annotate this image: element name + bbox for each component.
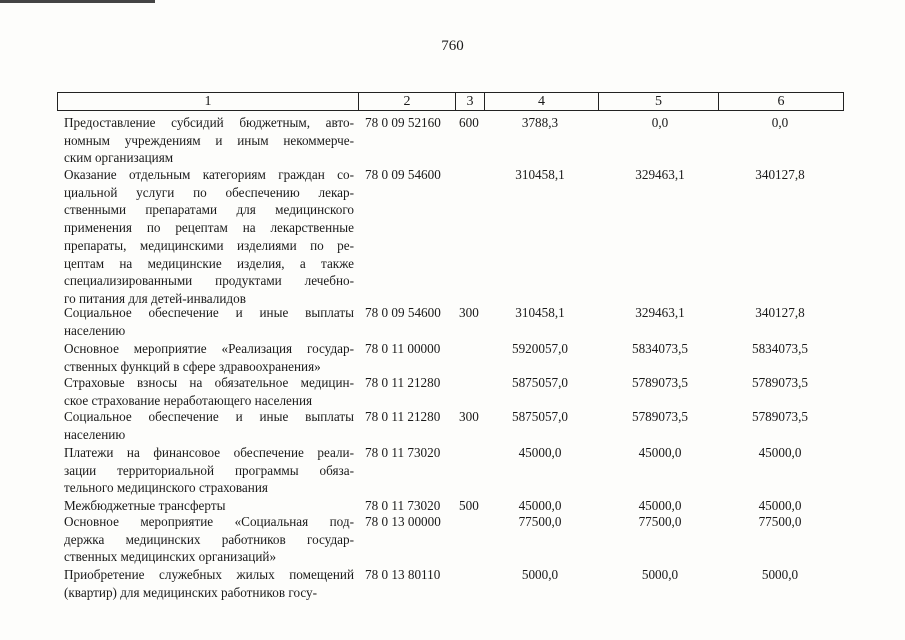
row-code: 78 0 09 52160 xyxy=(365,115,441,130)
row-value-2027: 5834073,5 xyxy=(751,341,809,356)
row-name-line: специализированными продуктами лечебно- xyxy=(64,273,354,289)
row-code: 78 0 09 54600 xyxy=(365,305,441,320)
header-col-5: 5 xyxy=(655,94,662,109)
row-value-2025: 310458,1 xyxy=(515,167,565,182)
row-value-2027: 340127,8 xyxy=(755,305,805,320)
row-name-line: Приобретение служебных жилых помещений xyxy=(64,567,354,582)
row-value-2027: 45000,0 xyxy=(758,445,802,460)
row-name-line: Социальное обеспечение и иные выплаты xyxy=(64,409,354,424)
row-value-2027: 77500,0 xyxy=(758,514,802,529)
row-value-2026: 77500,0 xyxy=(638,514,682,529)
row-name-line: Платежи на финансовое обеспечение реали- xyxy=(64,445,354,460)
row-name-line: Основное мероприятие «Социальная под- xyxy=(64,514,354,529)
row-value-2025: 45000,0 xyxy=(518,445,562,460)
row-code: 78 0 11 21280 xyxy=(365,409,441,424)
row-name xyxy=(64,408,354,443)
row-name-line: ственных функций в сфере здравоохранения» xyxy=(64,358,321,374)
row-value-2025: 3788,3 xyxy=(521,115,559,130)
row-name-line: ственными препаратами для медицинского xyxy=(64,202,354,218)
row-name-line: тельного медицинского страхования xyxy=(64,480,268,496)
row-vr: 600 xyxy=(459,115,479,130)
header-col-4: 4 xyxy=(538,94,545,109)
row-name xyxy=(64,513,354,566)
row-value-2026: 45000,0 xyxy=(638,498,682,513)
header-col-2: 2 xyxy=(403,94,411,109)
row-code: 78 0 11 00000 xyxy=(365,341,441,356)
row-name xyxy=(64,114,354,167)
row-value-2025: 310458,1 xyxy=(515,305,565,320)
row-value-2027: 0,0 xyxy=(771,115,789,130)
row-code: 78 0 11 73020 xyxy=(365,498,441,513)
row-name-line: зации территориальной программы обяза- xyxy=(64,462,354,478)
row-vr: 300 xyxy=(459,409,479,424)
row-name xyxy=(64,166,354,308)
row-name-line: (квартир) для медицинских работников госу- xyxy=(64,584,318,600)
row-name xyxy=(64,566,354,601)
header-col-3: 3 xyxy=(466,94,474,109)
row-value-2025: 5920057,0 xyxy=(511,341,569,356)
row-value-2027: 5789073,5 xyxy=(751,409,809,424)
row-value-2026: 5000,0 xyxy=(641,567,679,582)
row-name-line: ственных медицинских организаций» xyxy=(64,549,277,565)
row-name-line: ское страхование неработающего населения xyxy=(64,392,313,408)
page-number: 760 xyxy=(441,38,464,54)
row-value-2026: 45000,0 xyxy=(638,445,682,460)
row-name-line: применения по рецептам на лекарственные xyxy=(64,220,354,236)
header-col-1: 1 xyxy=(204,94,212,109)
row-vr: 300 xyxy=(459,305,479,320)
row-value-2026: 5789073,5 xyxy=(631,375,689,390)
row-name-line: препараты, медицинскими изделиями по ре- xyxy=(64,237,354,253)
row-code: 78 0 13 80110 xyxy=(365,567,441,582)
row-name-line: населению xyxy=(64,322,126,338)
row-name-line: Межбюджетные трансферты xyxy=(64,498,226,513)
row-value-2025: 77500,0 xyxy=(518,514,562,529)
row-value-2026: 5834073,5 xyxy=(631,341,689,356)
row-name-line: Оказание отдельным категориям граждан со- xyxy=(64,167,354,182)
row-name-line: населению xyxy=(64,426,126,442)
row-value-2027: 45000,0 xyxy=(758,498,802,513)
row-value-2026: 0,0 xyxy=(651,115,669,130)
row-name-line: ским организациям xyxy=(64,150,174,166)
row-code: 78 0 11 73020 xyxy=(365,445,441,460)
row-name xyxy=(64,374,354,409)
header-col-6: 6 xyxy=(777,94,785,109)
row-name-line: Страховые взносы на обязательное медицин- xyxy=(64,375,354,390)
row-value-2025: 5000,0 xyxy=(521,567,559,582)
row-value-2025: 45000,0 xyxy=(518,498,562,513)
row-name-line: номным учреждениям и иным некоммерче- xyxy=(64,132,354,148)
row-name xyxy=(64,304,354,339)
row-code: 78 0 13 00000 xyxy=(365,514,441,529)
row-value-2027: 5789073,5 xyxy=(751,375,809,390)
row-name-line: держка медицинских работников государ- xyxy=(64,531,354,547)
row-value-2027: 5000,0 xyxy=(761,567,799,582)
row-name-line: Предоставление субсидий бюджетным, авто- xyxy=(64,115,354,130)
row-vr: 500 xyxy=(459,498,479,513)
row-value-2026: 5789073,5 xyxy=(631,409,689,424)
row-value-2027: 340127,8 xyxy=(755,167,805,182)
row-value-2026: 329463,1 xyxy=(635,167,685,182)
row-value-2025: 5875057,0 xyxy=(511,375,569,390)
row-name-line: Социальное обеспечение и иные выплаты xyxy=(64,305,354,320)
row-name-line: циальной услуги по обеспечению лекар- xyxy=(64,184,354,200)
row-code: 78 0 11 21280 xyxy=(365,375,441,390)
row-value-2026: 329463,1 xyxy=(635,305,685,320)
row-name xyxy=(64,340,354,375)
row-code: 78 0 09 54600 xyxy=(365,167,441,182)
row-name-line: го питания для детей-инвалидов xyxy=(64,290,246,306)
row-name-line: цептам на медицинские изделия, а также xyxy=(64,255,354,271)
row-name-line: Основное мероприятие «Реализация государ- xyxy=(64,341,354,356)
row-name xyxy=(64,444,354,497)
row-value-2025: 5875057,0 xyxy=(511,409,569,424)
